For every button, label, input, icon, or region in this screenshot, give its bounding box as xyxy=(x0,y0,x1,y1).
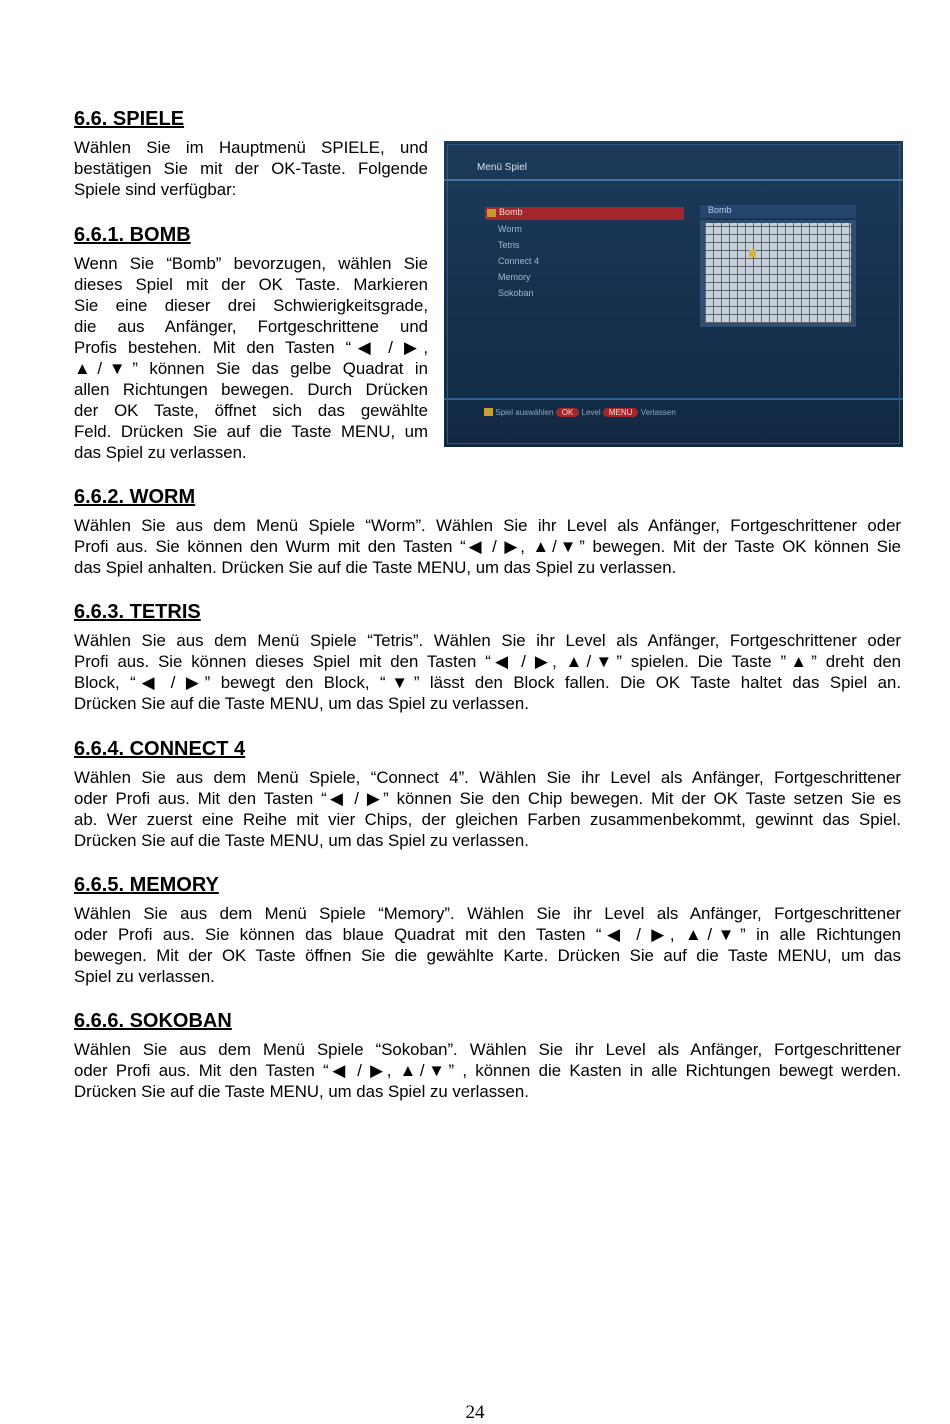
text-line: bewegen. Mit der OK Taste öffnen Sie die gewählte Karte. Drücken Sie auf die Taste MENU, um das xyxy=(74,946,901,965)
text-line: der OK Taste, öffnet sich das gewählte xyxy=(74,401,428,420)
divider xyxy=(444,179,903,181)
text-line: dieses Spiel mit der OK Taste. Markieren xyxy=(74,275,428,294)
minefield-grid xyxy=(705,223,851,323)
game-list xyxy=(485,205,684,315)
text-line: Feld. Drücken Sie auf die Taste MENU, um xyxy=(74,422,428,441)
text-line: Sie eine dieser drei Schwierigkeitsgrade, xyxy=(74,296,428,315)
section-heading-bomb: 6.6.1. BOMB xyxy=(74,224,191,246)
section-heading-memory: 6.6.5. MEMORY xyxy=(74,874,219,896)
game-board xyxy=(700,220,856,327)
divider xyxy=(444,398,903,400)
help-exit: Verlassen xyxy=(640,408,676,417)
text-line: Wählen Sie aus dem Menü Spiele “Tetris”. Wählen Sie ihr Level als Anfänger, Fortgeschrittener oder xyxy=(74,631,901,650)
section-text-tetris xyxy=(74,630,901,714)
section-text-worm xyxy=(74,515,901,578)
text-line: Drücken Sie auf die Taste MENU, um das Spiel zu verlassen. xyxy=(74,694,529,713)
game-item-selected xyxy=(485,207,684,220)
section-text-connect4 xyxy=(74,767,901,851)
text-line: oder Profi aus. Mit den Tasten “◀ / ▶, ▲/▼” , können die Kasten in alle Richtungen bewegt werden. xyxy=(74,1061,901,1080)
text-line: allen Richtungen bewegen. Durch Drücken xyxy=(74,380,428,399)
game-item: Memory xyxy=(498,272,531,282)
text-line: bestätigen Sie mit der OK-Taste. Folgende xyxy=(74,159,428,178)
text-line: Wählen Sie im Hauptmenü SPIELE, und xyxy=(74,138,428,157)
section-text-sokoban xyxy=(74,1039,901,1102)
text-line: Wenn Sie “Bomb” bevorzugen, wählen Sie xyxy=(74,254,428,273)
game-item: Tetris xyxy=(498,240,520,250)
yellow-cursor xyxy=(749,250,756,257)
text-line: Drücken Sie auf die Taste MENU, um das Spiel zu verlassen. xyxy=(74,1082,529,1101)
section-heading-spiele: 6.6. SPIELE xyxy=(74,108,185,130)
game-item-label: Bomb xyxy=(499,207,523,217)
text-line: Wählen Sie aus dem Menü Spiele “Memory”. Wählen Sie ihr Level als Anfänger, Fortgeschrittener xyxy=(74,904,901,923)
text-line: Profi aus. Sie können den Wurm mit den Tasten “◀ / ▶, ▲/▼” bewegen. Mit der Taste OK können Sie xyxy=(74,537,901,556)
ok-key-icon: OK xyxy=(556,408,580,417)
text-line: Profis bestehen. Mit den Tasten “◀ / ▶, xyxy=(74,338,428,357)
game-item: Connect 4 xyxy=(498,256,540,266)
help-level: Level xyxy=(581,408,601,417)
text-line: das Spiel anhalten. Drücken Sie auf die Taste MENU, um das Spiel zu verlassen. xyxy=(74,558,677,577)
text-line: Wählen Sie aus dem Menü Spiele, “Connect 4”. Wählen Sie ihr Level als Anfänger, Fortgeschrittener xyxy=(74,768,901,787)
text-line: ab. Wer zuerst eine Reihe mit vier Chips, der gleichen Farben zusammenbekommt, gewinnt das Spiel. xyxy=(74,810,901,829)
text-line: Profi aus. Sie können dieses Spiel mit den Tasten “◀ / ▶, ▲/▼” spielen. Die Taste ”▲” dreht den xyxy=(74,652,901,671)
game-icon xyxy=(487,209,496,217)
section-heading-tetris: 6.6.3. TETRIS xyxy=(74,601,201,623)
section-text-spiele xyxy=(74,137,428,200)
game-title: Bomb xyxy=(708,205,732,215)
section-text-bomb xyxy=(74,253,428,463)
help-bar xyxy=(484,408,676,417)
game-item: Sokoban xyxy=(498,288,534,298)
game-menu-screenshot xyxy=(444,141,903,447)
section-heading-worm: 6.6.2. WORM xyxy=(74,486,196,508)
menu-key-icon: MENU xyxy=(603,408,639,417)
text-line: oder Profi aus. Sie können das blaue Quadrat mit den Tasten “◀ / ▶, ▲/▼” in alle Richtungen xyxy=(74,925,901,944)
page-number: 24 xyxy=(465,1402,485,1423)
text-line: Wählen Sie aus dem Menü Spiele “Worm”. Wählen Sie ihr Level als Anfänger, Fortgeschrittener oder xyxy=(74,516,901,535)
text-line: Spiele sind verfügbar: xyxy=(74,180,237,199)
text-line: ▲/▼” können Sie das gelbe Quadrat in xyxy=(74,359,428,378)
section-heading-sokoban: 6.6.6. SOKOBAN xyxy=(74,1010,232,1032)
text-line: oder Profi aus. Mit den Tasten “◀ / ▶” können Sie den Chip bewegen. Mit der OK Taste setzen Sie es xyxy=(74,789,901,808)
section-heading-connect4: 6.6.4. CONNECT 4 xyxy=(74,738,246,760)
game-header xyxy=(700,205,856,218)
text-line: Drücken Sie auf die Taste MENU, um das Spiel zu verlassen. xyxy=(74,831,529,850)
game-item: Worm xyxy=(498,224,522,234)
text-line: das Spiel zu verlassen. xyxy=(74,443,247,462)
text-line: Block, “◀ / ▶” bewegt den Block, “▼” lässt den Block fallen. Die OK Taste haltet das Spiel an. xyxy=(74,673,901,692)
arrow-keys-icon xyxy=(484,408,493,416)
text-line: die aus Anfänger, Fortgeschrittene und xyxy=(74,317,428,336)
text-line: Spiel zu verlassen. xyxy=(74,967,215,986)
text-line: Wählen Sie aus dem Menü Spiele “Sokoban”. Wählen Sie ihr Level als Anfänger, Fortgeschrittener xyxy=(74,1040,901,1059)
help-select: Spiel auswählen xyxy=(495,408,554,417)
section-text-memory xyxy=(74,903,901,987)
menu-title: Menü Spiel xyxy=(477,162,528,173)
